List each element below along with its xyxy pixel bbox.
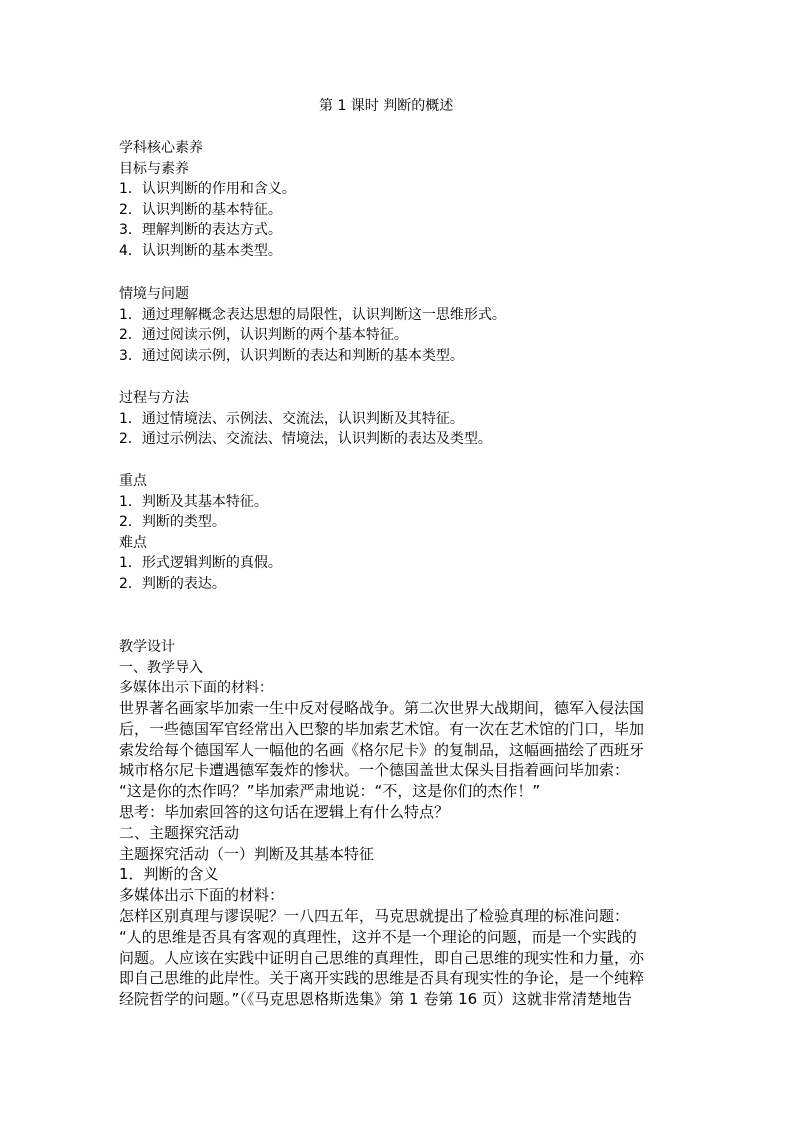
think-question: 思考：毕加索回答的这句话在逻辑上有什么特点？	[119, 803, 450, 821]
goal-item: 1．认识判断的作用和含义。	[119, 181, 296, 198]
marx-line: 经院哲学的问题。”（《马克思恩格斯选集》第 1 卷第 16 页）这就非常清楚地告	[119, 990, 632, 1009]
context-section	[119, 284, 679, 366]
context-heading: 情境与问题	[119, 286, 189, 302]
design-heading: 教学设计	[119, 639, 175, 655]
goal-item: 3．理解判断的表达方式。	[119, 222, 282, 239]
key-item: 2．判断的类型。	[119, 514, 226, 531]
marx-line: 怎样区别真理与谬误呢？一八四五年，马克思就提出了检验真理的标准问题：	[119, 907, 630, 925]
intro-heading: 一、教学导入	[119, 659, 203, 676]
story-line: 后，一些德国军官经常出入巴黎的毕加索艺术馆。有一次在艺术馆的门口，毕加	[119, 719, 645, 738]
design-section	[119, 637, 679, 699]
key-section	[119, 471, 679, 595]
activity-section	[119, 802, 679, 906]
goals-heading: 目标与素养	[119, 160, 189, 177]
marx-line: “人的思维是否具有客观的真理性，这并不是一个理论的问题，而是一个实践的	[119, 927, 637, 946]
activity-one-heading: 主题探究活动（一）判断及其基本特征	[119, 844, 375, 863]
lesson-title: 第 1 课时 判断的概述	[319, 98, 454, 114]
process-item: 2．通过示例法、交流法、情境法，认识判断的表达及类型。	[119, 431, 492, 448]
material-intro-2: 多媒体出示下面的材料：	[119, 886, 285, 905]
process-item: 1．通过情境法、示例法、交流法，认识判断及其特征。	[119, 410, 464, 427]
process-heading: 过程与方法	[119, 390, 189, 406]
goal-item: 4．认识判断的基本类型。	[119, 242, 282, 259]
key-item: 1．判断及其基本特征。	[119, 493, 268, 510]
difficult-heading: 难点	[119, 534, 147, 551]
context-item: 2．通过阅读示例，认识判断的两个基本特征。	[119, 327, 408, 344]
activity-heading: 二、主题探究活动	[119, 823, 240, 842]
meaning-heading: 1．判断的含义	[119, 865, 219, 884]
process-section	[119, 388, 679, 450]
story-line: “这是你的杰作吗？”毕加索严肃地说：“不，这是你们的杰作！”	[119, 782, 541, 801]
key-heading: 重点	[119, 473, 147, 489]
marx-paragraph	[119, 906, 679, 1010]
story-line: 索发给每个德国军人一幅他的名画《格尔尼卡》的复制品，这幅画描绘了西班牙	[119, 740, 645, 759]
story-line: 世界著名画家毕加索一生中反对侵略战争。第二次世界大战期间，德军入侵法国	[119, 699, 645, 717]
context-item: 1．通过理解概念表达思想的局限性，认识判断这一思维形式。	[119, 306, 506, 323]
context-item: 3．通过阅读示例，认识判断的表达和判断的基本类型。	[119, 347, 464, 364]
goal-item: 2．认识判断的基本特征。	[119, 201, 282, 218]
difficult-item: 2．判断的表达。	[119, 575, 226, 592]
core-section	[119, 138, 679, 262]
core-heading: 学科核心素养	[119, 140, 203, 156]
marx-line: 问题。人应该在实践中证明自己思维的真理性，即自己思维的现实性和力量，亦	[119, 948, 645, 967]
material-intro: 多媒体出示下面的材料：	[119, 680, 273, 697]
story-line: 城市格尔尼卡遭遇德军轰炸的惨状。一个德国盖世太保头目指着画问毕加索：	[119, 761, 630, 780]
marx-line: 即自己思维的此岸性。关于离开实践的思维是否具有现实性的争论，是一个纯粹	[119, 969, 645, 988]
difficult-item: 1．形式逻辑判断的真假。	[119, 555, 282, 572]
story-paragraph	[119, 698, 679, 802]
